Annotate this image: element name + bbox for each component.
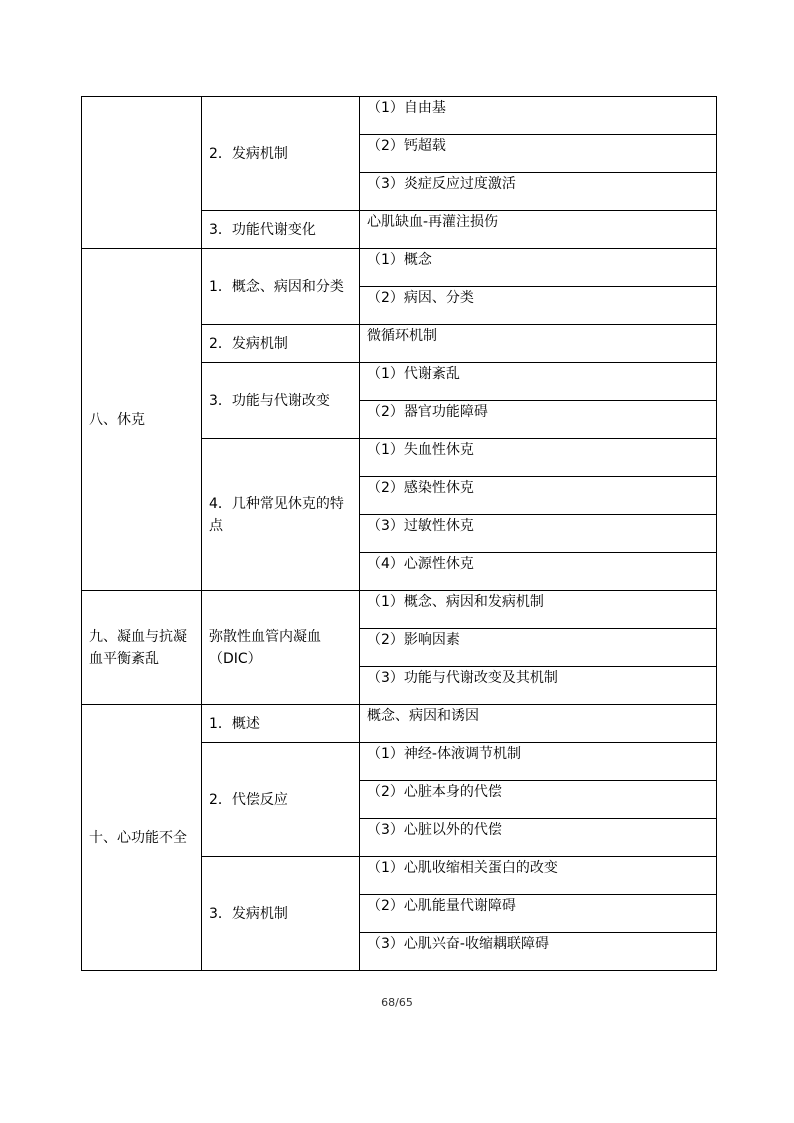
unit-cell: 2．代偿反应 [202,743,360,857]
chapter-cell: 十、心功能不全 [82,705,202,971]
topic-cell: （2）病因、分类 [360,287,717,325]
syllabus-table [81,96,717,971]
table-row [82,591,717,629]
topic-cell: （3）炎症反应过度激活 [360,173,717,211]
unit-cell: 1．概念、病因和分类 [202,249,360,325]
topic-cell: （2）心肌能量代谢障碍 [360,895,717,933]
chapter-cell [82,97,202,249]
topic-cell: （1）自由基 [360,97,717,135]
table-row [82,249,717,287]
topic-cell: （2）器官功能障碍 [360,401,717,439]
topic-cell: 心肌缺血-再灌注损伤 [360,211,717,249]
unit-cell: 1．概述 [202,705,360,743]
topic-cell: （2）影响因素 [360,629,717,667]
topic-cell: （1）代谢紊乱 [360,363,717,401]
topic-cell: （3）过敏性休克 [360,515,717,553]
topic-cell: （3）心肌兴奋-收缩耦联障碍 [360,933,717,971]
topic-cell: （1）概念 [360,249,717,287]
topic-cell: （2）感染性休克 [360,477,717,515]
unit-cell: 3．功能代谢变化 [202,211,360,249]
unit-cell: 2．发病机制 [202,325,360,363]
unit-cell: 3．发病机制 [202,857,360,971]
topic-cell: （2）钙超载 [360,135,717,173]
page-number: 68/65 [381,996,413,1009]
topic-cell: （3）功能与代谢改变及其机制 [360,667,717,705]
unit-cell: 3．功能与代谢改变 [202,363,360,439]
unit-cell: 2．发病机制 [202,97,360,211]
topic-cell: （1）心肌收缩相关蛋白的改变 [360,857,717,895]
table-row [82,705,717,743]
topic-cell: （1）神经-体液调节机制 [360,743,717,781]
topic-cell: （2）心脏本身的代偿 [360,781,717,819]
topic-cell: 微循环机制 [360,325,717,363]
chapter-cell: 八、休克 [82,249,202,591]
topic-cell: （4）心源性休克 [360,553,717,591]
topic-cell: 概念、病因和诱因 [360,705,717,743]
chapter-cell: 九、凝血与抗凝血平衡紊乱 [82,591,202,705]
table-row [82,97,717,135]
syllabus-table-body [82,97,717,971]
unit-cell: 弥散性血管内凝血（DIC） [202,591,360,705]
topic-cell: （1）概念、病因和发病机制 [360,591,717,629]
topic-cell: （3）心脏以外的代偿 [360,819,717,857]
unit-cell: 4．几种常见休克的特点 [202,439,360,591]
topic-cell: （1）失血性休克 [360,439,717,477]
